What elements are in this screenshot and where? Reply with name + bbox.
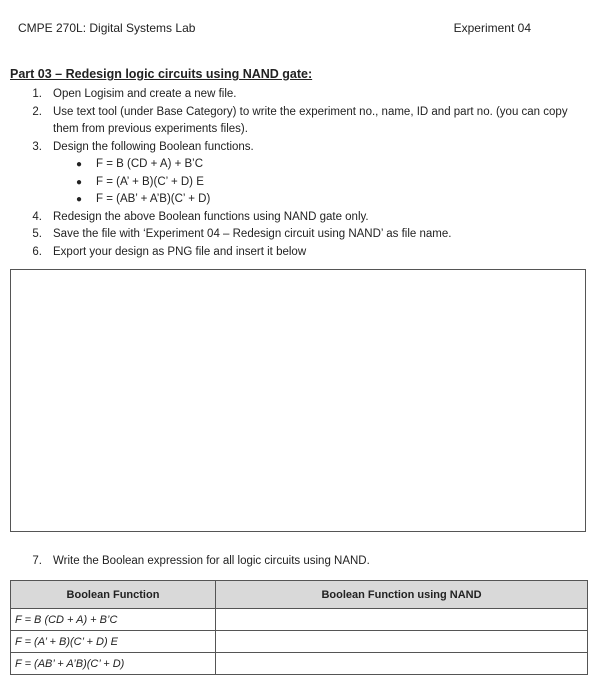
list-item <box>0 226 600 244</box>
answer-cell[interactable] <box>216 609 588 631</box>
column-header: Boolean Function using NAND <box>216 581 588 609</box>
bullet-icon: ● <box>75 176 82 188</box>
step-text: Open Logisim and create a new file. <box>53 88 237 100</box>
bullet-icon: ● <box>75 194 82 205</box>
function-text: F = (AB’ + A’B)(C’ + D) <box>96 193 211 205</box>
list-item <box>0 209 600 227</box>
experiment-label: Experiment 04 <box>453 21 531 35</box>
image-placeholder-box[interactable] <box>10 269 586 532</box>
list-item <box>0 139 600 157</box>
bullet-icon: ● <box>75 159 82 170</box>
table-row <box>11 631 588 653</box>
list-item <box>0 244 600 262</box>
instruction-list <box>0 86 600 261</box>
table-row <box>11 609 588 631</box>
course-title: CMPE 270L: Digital Systems Lab <box>18 21 196 35</box>
step-text: Design the following Boolean functions. <box>53 140 254 153</box>
function-item <box>0 156 600 174</box>
function-cell: F = B (CD + A) + B’C <box>11 609 216 631</box>
table-row <box>11 653 588 675</box>
step-text: Save the file with ‘Experiment 04 – Redesign circuit using NAND’ as file name. <box>53 228 452 240</box>
list-item <box>0 104 600 139</box>
list-item <box>0 553 600 571</box>
table-header-row <box>11 581 588 609</box>
answer-cell[interactable] <box>216 631 588 653</box>
function-cell: F = (AB’ + A’B)(C’ + D) <box>11 653 216 675</box>
step-text: Export your design as PNG file and insert it below <box>53 245 307 258</box>
function-item <box>0 174 600 192</box>
function-text: F = (A’ + B)(C’ + D) E <box>96 175 204 188</box>
page-header <box>18 21 531 35</box>
answer-cell[interactable] <box>216 653 588 675</box>
step-number: 1. <box>32 88 42 100</box>
function-item <box>0 191 600 209</box>
function-list <box>0 156 600 209</box>
step-number: 2. <box>32 105 42 118</box>
part-title: Part 03 – Redesign logic circuits using NAND gate: <box>10 67 313 81</box>
answer-table <box>10 580 588 675</box>
function-cell: F = (A’ + B)(C’ + D) E <box>11 631 216 653</box>
step-number: 3. <box>32 140 42 153</box>
function-text: F = B (CD + A) + B’C <box>96 158 204 170</box>
step-text: Write the Boolean expression for all logic circuits using NAND. <box>53 555 370 567</box>
step-text: Use text tool (under Base Category) to write the experiment no., name, ID and part no. (you can copy them from previous experiments files). <box>53 105 568 135</box>
column-header: Boolean Function <box>11 581 216 609</box>
list-item <box>0 86 600 104</box>
step-number: 4. <box>32 210 42 223</box>
step-number: 5. <box>32 228 42 240</box>
step-number: 6. <box>32 245 42 258</box>
step-text: Redesign the above Boolean functions using NAND gate only. <box>53 210 369 223</box>
step-number: 7. <box>32 555 42 567</box>
instruction-list-2 <box>0 553 600 571</box>
